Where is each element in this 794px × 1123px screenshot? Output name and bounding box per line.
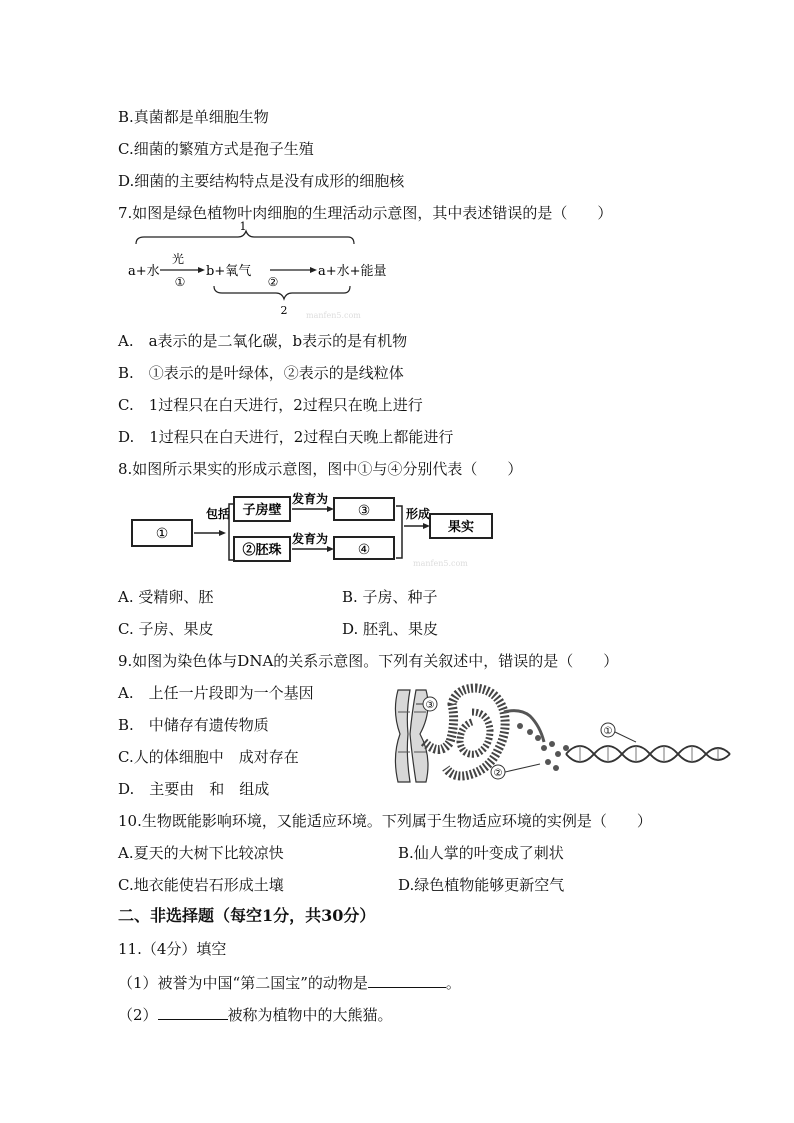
q7-brace-bottom-label: 2 xyxy=(280,304,288,317)
q9-figure xyxy=(380,682,780,790)
q8-option-d: D. 胚乳、果皮 xyxy=(342,620,439,638)
q9-option-b: B. 中储存有遗传物质 xyxy=(118,716,269,734)
q8-option-b: B. 子房、种子 xyxy=(342,588,438,606)
q9-option-d: D. 主要由 和 组成 xyxy=(118,780,270,798)
q9-stem: 9.如图为染色体与DNA的关系示意图。下列有关叙述中，错误的是（ ） xyxy=(118,652,619,670)
q7-stem: 7.如图是绿色植物叶肉细胞的生理活动示意图，其中表述错误的是（ ） xyxy=(118,204,613,222)
q9-label-2: ② xyxy=(493,768,503,779)
q11-item-2-prefix: （2） xyxy=(118,1006,158,1024)
section-heading: 二、非选择题（每空1分，共30分） xyxy=(118,906,376,925)
q9-option-c: C.人的体细胞中 成对存在 xyxy=(118,748,299,766)
q8-label-develop-2: 发育为 xyxy=(292,532,329,546)
q8-figure xyxy=(128,490,504,568)
q11-item-1-prefix: （1）被誉为中国“第二国宝”的动物是 xyxy=(118,974,368,992)
q11-stem: 11.（4分）填空 xyxy=(118,940,227,958)
q8-box-ovule-label: ②胚珠 xyxy=(242,543,282,558)
histone-beads-illustration xyxy=(517,723,569,771)
q8-box-1-label: ① xyxy=(155,526,169,542)
q8-option-c: C. 子房、果皮 xyxy=(118,620,214,638)
q11-item-1 xyxy=(118,971,461,993)
q7-brace-top-label: 1 xyxy=(239,220,247,233)
q7-arrow1-bottom: ① xyxy=(174,275,186,289)
q7-figure xyxy=(126,220,387,320)
q8-label-include: 包括 xyxy=(206,507,231,521)
q8-stem: 8.如图所示果实的形成示意图，图中①与④分别代表（ ） xyxy=(118,460,523,478)
q6-option-c: C.细菌的繁殖方式是孢子生殖 xyxy=(118,140,314,158)
q8-label-form: 形成 xyxy=(406,507,431,521)
q8-option-a: A. 受精卵、胚 xyxy=(118,588,214,606)
q7-left-terms: a+水 xyxy=(128,264,160,279)
dna-double-helix-illustration xyxy=(566,746,730,762)
q6-option-d: D.细菌的主要结构特点是没有成形的细胞核 xyxy=(118,172,405,190)
q8-box-4-label: ④ xyxy=(357,542,371,558)
q7-arrow1-top: 光 xyxy=(171,252,185,266)
q7-right-terms: a+水+能量 xyxy=(318,264,387,279)
q9-option-a: A. 上任一片段即为一个基因 xyxy=(118,684,314,702)
q10-option-c: C.地衣能使岩石形成土壤 xyxy=(118,876,284,894)
q6-option-b: B.真菌都是单细胞生物 xyxy=(118,108,269,126)
q11-item-1-suffix: 。 xyxy=(445,974,461,992)
q10-option-a: A.夏天的大树下比较凉快 xyxy=(118,844,284,862)
q7-watermark: manfen5.com xyxy=(306,311,361,320)
q11-item-2 xyxy=(118,1003,393,1025)
q7-option-b: B. ①表示的是叶绿体，②表示的是线粒体 xyxy=(118,364,404,382)
q8-label-develop-1: 发育为 xyxy=(292,492,329,506)
q11-item-2-blank[interactable] xyxy=(158,1003,228,1020)
q7-option-c: C. 1过程只在白天进行，2过程只在晚上进行 xyxy=(118,396,423,414)
q11-item-2-suffix: 被称为植物中的大熊猫。 xyxy=(227,1006,393,1024)
coiled-chromatin-illustration xyxy=(424,688,544,776)
q10-option-b: B.仙人掌的叶变成了刺状 xyxy=(398,844,564,862)
q7-arrow2-bottom: ② xyxy=(267,275,279,289)
q9-label-1: ① xyxy=(603,726,613,737)
q7-middle-terms: b+氧气 xyxy=(206,264,252,279)
q8-box-fruit-label: 果实 xyxy=(447,520,475,535)
q9-label-3: ③ xyxy=(425,700,435,711)
q8-box-3-label: ③ xyxy=(357,503,371,519)
q8-box-ovary-wall-label: 子房壁 xyxy=(242,503,282,518)
q7-option-a: A. a表示的是二氧化碳，b表示的是有机物 xyxy=(118,332,408,350)
q8-watermark: manfen5.com xyxy=(413,559,468,568)
q11-item-1-blank[interactable] xyxy=(368,971,446,988)
q10-option-d: D.绿色植物能够更新空气 xyxy=(398,876,565,894)
q7-option-d: D. 1过程只在白天进行，2过程白天晚上都能进行 xyxy=(118,428,454,446)
q10-stem: 10.生物既能影响环境，又能适应环境。下列属于生物适应环境的实例是（ ） xyxy=(118,812,652,830)
